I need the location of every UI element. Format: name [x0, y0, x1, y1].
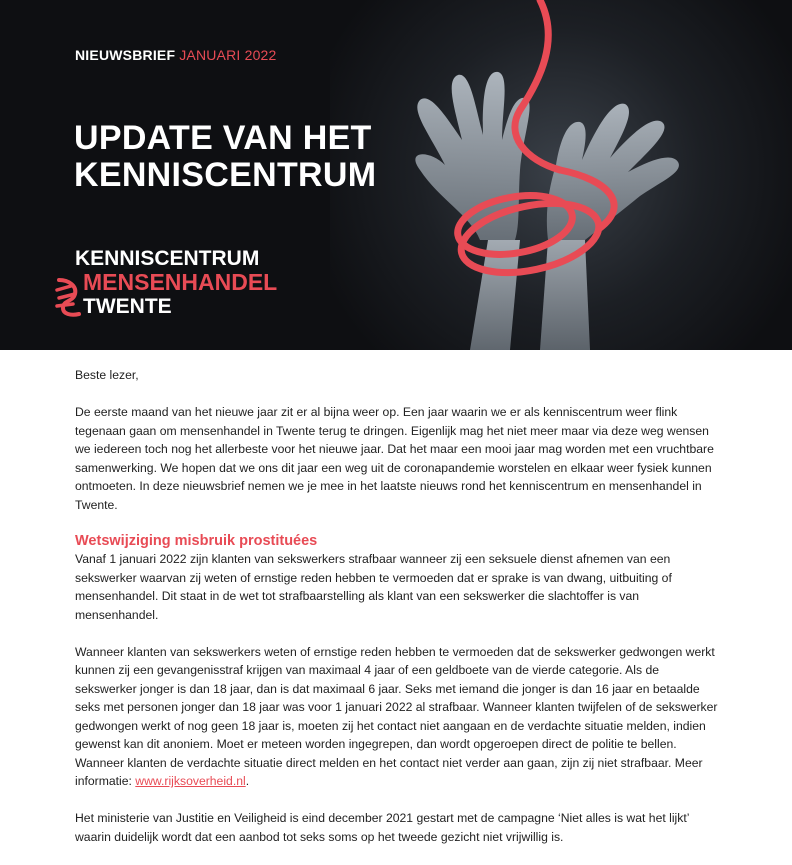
- section-title: Wetswijziging misbruik prostituées: [75, 533, 318, 549]
- newsletter-body: [75, 366, 720, 865]
- greeting: Beste lezer,: [75, 368, 139, 382]
- rope-knot-icon: [55, 274, 85, 318]
- law-paragraph-2-text: Wanneer klanten van sekswerkers weten of ernstige reden hebben te vermoeden dat de sekswerker gedwongen werkt kunnen zij een gevangenisstraf krijgen van maximaal 4 jaar of een geldboete van de vierde categorie. Als de sekswerker jonger is dan 18 jaar, dan is dat maximaal 6 jaar. Seks met iemand die jonger is dan 16 jaar en betaalde seks met personen jonger dan 18 jaar was voor 1 januari 2022 al strafbaar. Wanneer klanten twijfelen of de sekswerker gedwongen werkt of nog geen 18 jaar is, moeten zij het contact niet aangaan en de verdachte situatie melden, indien gewenst kan dit anoniem. Moet er meteen worden ingegrepen, dan wordt opgeroepen direct de politie te bellen. Wanneer klanten de verdachte situatie direct melden en het contact niet verder aan gaan, zijn zij niet strafbaar. Meer informatie:: [75, 644, 718, 788]
- logo-line-mensenhandel: MENSENHANDEL: [83, 269, 278, 295]
- page-title: UPDATE VAN HET KENNISCENTRUM: [74, 119, 377, 194]
- campaign-paragraph: Het ministerie van Justitie en Veiligheid is eind december 2021 gestart met de campagne ‘Niet alles is wat het lijkt’ waarin duidelijk wordt dat een aanbod tot seks soms op het tweede gezicht niet vrijwillig is.: [75, 811, 689, 844]
- logo-line-kenniscentrum: KENNISCENTRUM: [75, 247, 260, 270]
- law-paragraph-2: [75, 643, 720, 791]
- kicker-label: NIEUWSBRIEF: [75, 47, 176, 63]
- intro-paragraph: De eerste maand van het nieuwe jaar zit er al bijna weer op. Een jaar waarin we er als kenniscentrum weer flink tegenaan gaan om mensenhandel in Twente terug te dringen. Eigenlijk mag het niet meer maar via deze weg wensen we iedereen toch nog het allerbeste voor het nieuwe jaar. Dat het maar een mooi jaar mag worden met een vruchtbare samenwerking. We hopen dat we ons dit jaar een weg uit de coronapandemie worstelen en elkaar weer fysiek kunnen ontmoeten. In deze nieuwsbrief nemen we je mee in het laatste nieuws rond het kenniscentrum en mensenhandel in Twente.: [75, 405, 714, 512]
- newsletter-kicker: [75, 47, 277, 63]
- header-banner: [0, 0, 792, 350]
- kicker-month: JANUARI 2022: [179, 47, 277, 63]
- rijksoverheid-link[interactable]: www.rijksoverheid.nl: [135, 774, 246, 788]
- logo-line-twente: TWENTE: [83, 295, 172, 318]
- law-paragraph-2-end: .: [245, 774, 250, 788]
- law-paragraph-1: Vanaf 1 januari 2022 zijn klanten van sekswerkers strafbaar wanneer zij een seksuele dienst afnemen van een sekswerker waarvan zij weten of ernstige reden hebben te vermoeden dat er sprake is van dwang, uitbuiting of mensenhandel. Dit staat in de wet tot strafbaarstelling als klant van een sekswerker die slachtoffer is van mensenhandel.: [75, 552, 672, 622]
